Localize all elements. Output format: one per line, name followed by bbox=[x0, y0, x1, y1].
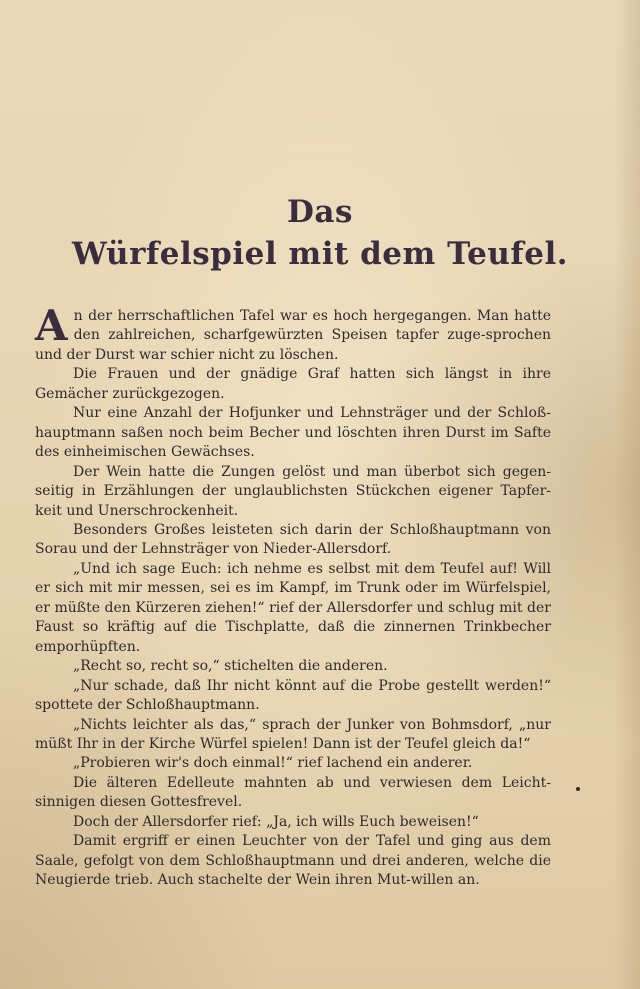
ink-speck bbox=[576, 787, 580, 791]
page-edge-shadow bbox=[614, 0, 640, 989]
paragraph: „Nichts leichter als das,“ sprach der Junker von Bohmsdorf, „nur müßt Ihr in der Kirche Würfel spielen! Dann ist der Teufel gleich da!“ bbox=[35, 716, 551, 752]
paragraph: Nur eine Anzahl der Hofjunker und Lehnsträger und der Schloß-hauptmann saßen noch beim Becher und löschten ihren Durst im Safte des einheimischen Gewächses. bbox=[35, 405, 551, 461]
paragraph-1-text: n der herrschaftlichen Tafel war es hoch hergegangen. Man hatte den zahlreichen, scharfgewürzten Speisen tapfer zuge-sprochen und der Durst war schier nicht zu löschen. bbox=[35, 308, 551, 363]
paragraph: Doch der Allersdorfer rief: „Ja, ich wills Euch beweisen!“ bbox=[73, 813, 479, 830]
paragraph: Die älteren Edelleute mahnten ab und verwiesen dem Leicht-sinnigen diesen Gottesfrevel. bbox=[35, 774, 551, 811]
paragraph: „Und ich sage Euch: ich nehme es selbst mit dem Teufel auf! Will er sich mit mir messen, sei es im Kampf, im Trunk oder im Würfelspiel, er müßte den Kürzeren ziehen!“ rief der Allersdorfer und schlug mit der Faust so kräftig auf die Tischplatte, daß die zinnernen Trinkbecher emporhüpften. bbox=[35, 560, 551, 655]
paragraph: Die Frauen und der gnädige Graf hatten sich längst in ihre Gemächer zurückgezogen. bbox=[35, 366, 551, 402]
paragraph: „Probieren wir's doch einmal!“ rief lachend ein anderer. bbox=[73, 755, 473, 772]
paragraph: Besonders Großes leisteten sich darin der Schloßhauptmann von Sorau und der Lehnsträger von Nieder-Allersdorf. bbox=[35, 521, 551, 558]
paragraph: „Nur schade, daß Ihr nicht könnt auf die Probe gestellt werden!“ spottete der Schloßhauptmann. bbox=[35, 677, 551, 714]
drop-cap: A bbox=[35, 301, 68, 350]
paragraph: Der Wein hatte die Zungen gelöst und man überbot sich gegen-seitig in Erzählungen der unglaublichsten Stückchen eigener Tapfer-keit und Unerschrockenheit. bbox=[35, 463, 551, 519]
paragraph-1 bbox=[35, 301, 551, 365]
chapter-text bbox=[35, 301, 551, 891]
chapter-title-line-2: Würfelspiel mit dem Teufel. bbox=[71, 236, 569, 272]
paragraph: Damit ergriff er einen Leuchter von der Tafel und ging aus dem Saale, gefolgt von dem Schloßhauptmann und drei anderen, welche die Neugierde trieb. Auch stachelte der Wein ihren Mut-willen an. bbox=[35, 833, 551, 889]
chapter-title-line-1: Das bbox=[287, 194, 353, 230]
paragraph: „Recht so, recht so,“ stichelten die anderen. bbox=[73, 658, 388, 675]
